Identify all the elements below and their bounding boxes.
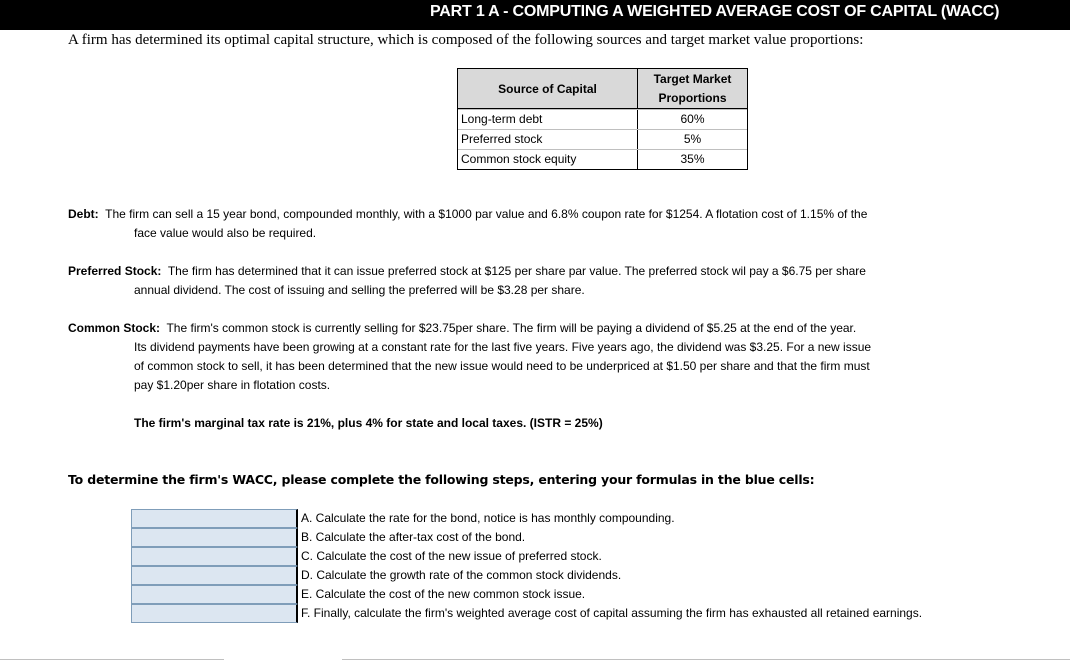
table-row <box>458 129 747 149</box>
answer-cell-b[interactable] <box>131 528 298 547</box>
common-paragraph <box>68 319 871 395</box>
preferred-paragraph <box>68 262 866 300</box>
tax-paragraph <box>68 414 603 433</box>
tax-note: The firm's marginal tax rate is 21%, plus 4% for state and local taxes. (ISTR = 25%) <box>134 416 603 430</box>
step-row-e <box>131 585 922 604</box>
header-source: Source of Capital <box>458 69 638 108</box>
step-text-c: C. Calculate the cost of the new issue of preferred stock. <box>301 549 602 563</box>
answer-cell-f[interactable] <box>131 604 298 623</box>
steps-heading: To determine the firm's WACC, please complete the following steps, entering your formulas in the blue cells: <box>68 472 815 487</box>
proportion-cell[interactable]: 5% <box>683 132 702 146</box>
step-text-e: E. Calculate the cost of the new common stock issue. <box>301 587 586 601</box>
answer-cell-d[interactable] <box>131 566 298 585</box>
debt-line1: The firm can sell a 15 year bond, compounded monthly, with a $1000 par value and 6.8% coupon rate for $1254. A flotation cost of 1.15% of the <box>105 207 868 221</box>
table-row <box>458 149 747 169</box>
common-line3: of common stock to sell, it has been determined that the new issue would need to be underpriced at $1.50 per share and that the firm must <box>134 359 870 373</box>
answer-cell-e[interactable] <box>131 585 298 604</box>
debt-paragraph <box>68 205 867 243</box>
capital-structure-table <box>457 68 748 170</box>
preferred-label: Preferred Stock: <box>68 264 162 278</box>
step-text-d: D. Calculate the growth rate of the common stock dividends. <box>301 568 622 582</box>
common-line2: Its dividend payments have been growing at a constant rate for the last five years. Five years ago, the dividend was $3.25. For a new issue <box>134 340 872 354</box>
table-header <box>458 69 747 109</box>
step-row-c <box>131 547 922 566</box>
step-text-b: B. Calculate the after-tax cost of the bond. <box>301 530 526 544</box>
title-bar <box>0 0 1070 30</box>
bottom-divider-right <box>342 659 1070 660</box>
step-row-a <box>131 509 922 528</box>
preferred-line2: annual dividend. The cost of issuing and selling the preferred will be $3.28 per share. <box>134 283 585 297</box>
header-target <box>638 69 747 108</box>
table-row <box>458 109 747 129</box>
bottom-divider-left <box>0 659 224 660</box>
proportion-cell[interactable]: 60% <box>680 112 705 126</box>
common-line4: pay $1.20per share in flotation costs. <box>134 378 331 392</box>
debt-label: Debt: <box>68 207 99 221</box>
preferred-line1: The firm has determined that it can issue preferred stock at $125 per share par value. The preferred stock wil pay a $6.75 per share <box>167 264 866 278</box>
steps-list <box>131 509 922 623</box>
step-text-a: A. Calculate the rate for the bond, notice is has monthly compounding. <box>301 511 675 525</box>
common-line1: The firm's common stock is currently selling for $23.75per share. The firm will be paying a dividend of $5.25 at the end of the year. <box>166 321 857 335</box>
step-text-f: F. Finally, calculate the firm's weighted average cost of capital assuming the firm has exhausted all retained earnings. <box>301 606 923 620</box>
step-row-f <box>131 604 922 623</box>
step-row-d <box>131 566 922 585</box>
step-row-b <box>131 528 922 547</box>
proportion-cell[interactable]: 35% <box>680 152 705 166</box>
common-label: Common Stock: <box>68 321 161 335</box>
page-title: PART 1 A - COMPUTING A WEIGHTED AVERAGE COST OF CAPITAL (WACC) <box>430 3 1000 20</box>
intro-text: A firm has determined its optimal capital structure, which is composed of the following sources and target market value proportions: <box>68 32 864 48</box>
header-target-line2: Proportions <box>658 90 727 105</box>
source-cell[interactable]: Preferred stock <box>458 130 638 149</box>
answer-cell-a[interactable] <box>131 509 298 528</box>
source-cell[interactable]: Long-term debt <box>458 110 638 129</box>
source-cell[interactable]: Common stock equity <box>458 150 638 169</box>
header-target-line1: Target Market <box>653 71 732 86</box>
debt-line2: face value would also be required. <box>134 226 317 240</box>
answer-cell-c[interactable] <box>131 547 298 566</box>
